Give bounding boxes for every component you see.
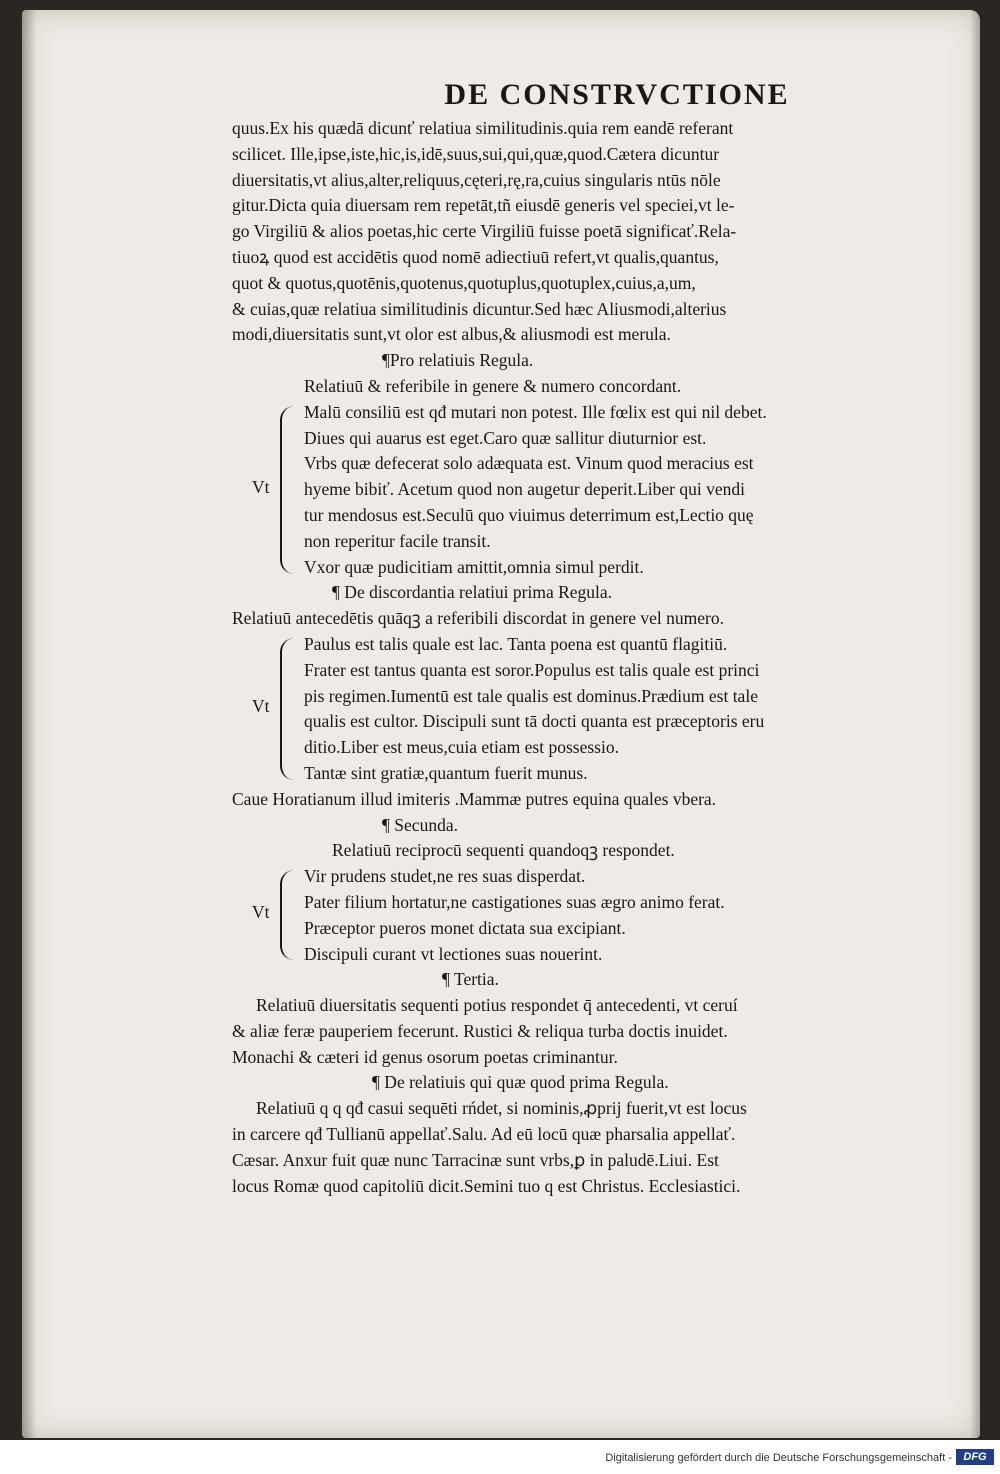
page-gutter-shadow [22, 10, 36, 1438]
book-page [22, 10, 980, 1438]
example-line: Præceptor pueros monet dictata sua excipiant. [304, 917, 626, 938]
rule-heading: ¶Pro relatiuis Regula. [382, 350, 534, 371]
paragraph-relatiua [232, 116, 972, 348]
text-line: quot & quotus,quotēnis,quotenus,quotuplus,quotuplex,cuius,a,um, [232, 272, 696, 293]
running-header: DE CONSTRVCTIONE [444, 78, 790, 111]
example-line: Diues qui auarus est eget.Caro quæ sallitur diuturnior est. [304, 427, 707, 448]
example-line: Vrbs quæ defecerat solo adæquata est. Vinum quod meracius est [304, 453, 754, 474]
text-line: scilicet. Ille,ipse,iste,hic,is,idē,suus,sui,qui,quæ,quod.Cætera dicuntur [232, 143, 720, 164]
rule-text: Relatiuū & referibile in genere & numero concordant. [304, 375, 682, 396]
funding-notice: Digitalisierung gefördert durch die Deutsche Forschungsgemeinschaft - [605, 1452, 952, 1464]
text-line: modi,diuersitatis sunt,vt olor est albus,& aliusmodi est merula. [232, 324, 671, 345]
ut-label: Vt [252, 476, 270, 497]
page-text [232, 78, 972, 1199]
text-line: quus.Ex his quædā dicunť relatiua similitudinis.quia rem eandē referant [232, 118, 734, 138]
digitization-footer [0, 1440, 1000, 1474]
rule-heading: ¶ De relatiuis qui quæ quod prima Regula. [372, 1072, 669, 1093]
dfg-logo: DFG [956, 1449, 994, 1465]
example-line: Vxor quæ pudicitiam amittit,omnia simul perdit. [304, 556, 644, 577]
text-line: gitur.Dicta quia diuersam rem repetāt,tñ eiusdē generis vel speciei,vt le- [232, 195, 735, 216]
example-line: qualis est cultor. Discipuli sunt tā docti quanta est præceptoris eru [304, 711, 765, 732]
text-line: Cæsar. Anxur fuit quæ nunc Tarracinæ sunt vrbs,ꝑ in paludē.Liui. Est [232, 1149, 719, 1170]
brace-mark [280, 870, 304, 960]
example-block-2 [232, 632, 972, 787]
brace-mark [280, 406, 304, 574]
example-line: Malū consiliū est qđ mutari non potest. Ille fœlix est qui nil debet. [304, 401, 767, 422]
example-line: Vir prudens studet,ne res suas disperdat. [304, 866, 586, 887]
rule-heading: ¶ Tertia. [442, 969, 499, 990]
text-line: go Virgiliū & alios poetas,hic certe Virgiliū fuisse poetā significať.Rela- [232, 221, 737, 242]
text-line: locus Romæ quod capitoliū dicit.Semini tuo q est Christus. Ecclesiastici. [232, 1175, 741, 1196]
text-line: tiuoꝝ quod est accidētis quod nomē adiectiuū refert,vt qualis,quantus, [232, 246, 719, 267]
example-block-1 [232, 400, 972, 581]
ut-label: Vt [252, 695, 270, 716]
example-line: Tantæ sint gratiæ,quantum fuerit munus. [304, 762, 588, 783]
text-line: diuersitatis,vt alius,alter,reliquus,cęteri,rę,ra,cuius singularis ntūs nōle [232, 169, 721, 190]
example-line: Discipuli curant vt lectiones suas nouerint. [304, 943, 603, 964]
rule-text: Relatiuū antecedētis quāqꝫ a referibili discordat in genere vel numero. [232, 608, 724, 629]
ut-label: Vt [252, 902, 270, 923]
text-line: Relatiuū diuersitatis sequenti potius respondet q̄ antecedenti, vt ceruí [256, 995, 738, 1016]
example-line: ditio.Liber est meus,cuia etiam est possessio. [304, 737, 619, 758]
cited-line: Caue Horatianum illud imiteris .Mammæ putres equina quales vbera. [232, 788, 717, 809]
text-line: Monachi & cæteri id genus osorum poetas criminantur. [232, 1046, 618, 1067]
text-line: & cuias,quæ relatiua similitudinis dicuntur.Sed hæc Aliusmodi,alterius [232, 298, 727, 319]
example-line: hyeme bibiť. Acetum quod non augetur deperit.Liber qui vendi [304, 479, 745, 500]
rule-heading: ¶ De discordantia relatiui prima Regula. [332, 582, 613, 603]
rule-heading: ¶ Secunda. [382, 814, 458, 835]
example-line: Frater est tantus quanta est soror.Populus est talis quale est princi [304, 659, 760, 680]
example-line: Pater filium hortatur,ne castigationes suas ægro animo ferat. [304, 891, 725, 912]
example-line: Paulus est talis quale est lac. Tanta poena est quantū flagitiū. [304, 633, 728, 654]
example-line: non reperitur facile transit. [304, 530, 491, 551]
example-block-3 [232, 864, 972, 967]
rule-text: Relatiuū reciprocū sequenti quandoqꝫ respondet. [332, 840, 675, 861]
text-line: in carcere qđ Tullianū appellať.Salu. Ad eū locū quæ pharsalia appellať. [232, 1124, 736, 1145]
brace-mark [280, 638, 304, 780]
example-line: pis regimen.Iumentū est tale qualis est dominus.Prædium est tale [304, 685, 758, 706]
text-line: & aliæ feræ pauperiem fecerunt. Rustici & reliqua turba doctis inuidet. [232, 1020, 728, 1041]
example-line: tur mendosus est.Seculū quo viuimus deterrimum est,Lectio quę [304, 504, 754, 525]
text-line: Relatiuū q q qđ casui sequēti rńdet, si nominis,ꝓprij fuerit,vt est locus [256, 1098, 747, 1119]
